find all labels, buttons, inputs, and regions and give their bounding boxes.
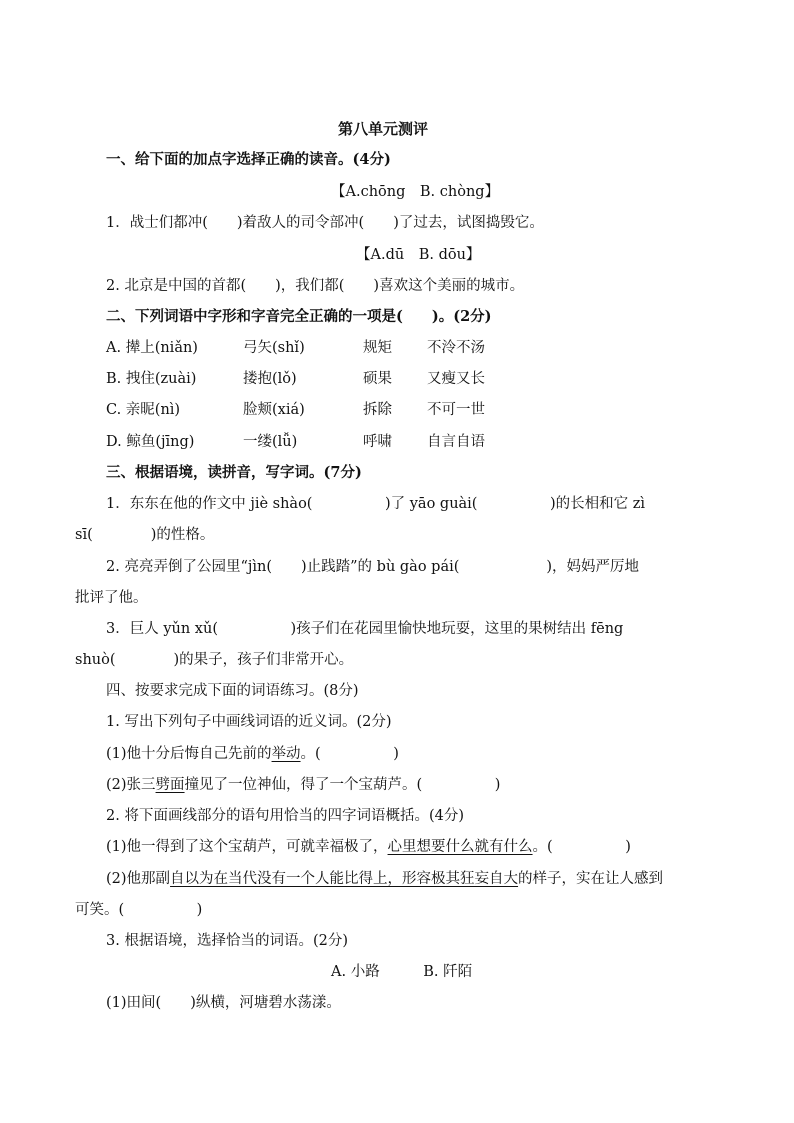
section-3-question-1-line-2: sī( )的性格。 <box>75 527 215 543</box>
section-1-heading: 一、给下面的加点字选择正确的读音。(4分) <box>106 151 391 168</box>
section-3-question-3-line-1: 3．巨人 yǔn xǔ( )孩子们在花园里愉快地玩耍，这里的果树结出 fēng <box>106 621 624 637</box>
section-4-question-2-item-1 <box>106 837 631 857</box>
item-text: (1)他十分后悔自己先前的 <box>106 746 272 762</box>
section-4-question-2: 2. 将下面画线部分的语句用恰当的四字词语概括。(4分) <box>106 808 464 824</box>
underlined-word: 举动 <box>271 746 301 762</box>
choice-b-word-3: 硕果 <box>363 371 392 387</box>
choice-c-word-4: 不可一世 <box>427 402 485 418</box>
page-title: 第八单元测评 <box>338 120 429 138</box>
section-1-options-b: 【A.dū B. dōu】 <box>356 247 481 263</box>
choice-a-word-4: 不泠不汤 <box>427 340 485 356</box>
answer-blank: 撞见了一位神仙，得了一个宝葫芦。( ) <box>184 777 501 793</box>
section-3-question-2-line-1: 2. 亮亮弄倒了公园里“jìn( )止践踏”的 bù gào pái( )，妈妈严厉地 <box>106 559 640 575</box>
answer-blank: 。( ) <box>300 746 399 762</box>
choice-c-word-2: 脸颊(xiá) <box>243 402 305 418</box>
underlined-word: 劈面 <box>155 777 185 793</box>
choice-d-word-2: 一缕(lǚ) <box>243 434 298 450</box>
choice-b-word-1: B. 拽住(zuài) <box>106 371 197 387</box>
section-4-question-1: 1. 写出下列句子中画线词语的近义词。(2分) <box>106 714 392 730</box>
item-text: (2)张三 <box>106 777 156 793</box>
choice-d-word-1: D. 鲸鱼(jīng) <box>106 434 195 450</box>
section-3-question-1-line-1: 1．东东在他的作文中 jiè shào( )了 yāo guài( )的长相和它 zì <box>106 496 646 512</box>
item-text: (2)他那副 <box>106 871 171 887</box>
underlined-phrase: 心里想要什么就有什么 <box>387 839 533 855</box>
underlined-phrase: 自以为在当代没有一个人能比得上，形容极其狂妄自大 <box>170 871 519 887</box>
choice-a-word-1: A. 撵上(niǎn) <box>106 340 198 356</box>
section-1-options-a: 【A.chōng B. chòng】 <box>331 184 500 200</box>
answer-blank: 。( ) <box>532 839 631 855</box>
section-4-question-2-item-2 <box>106 869 663 889</box>
item-text: (1)他一得到了这个宝葫芦，可就幸福极了， <box>106 839 388 855</box>
section-4-question-3-options: A. 小路 B. 阡陌 <box>331 964 473 980</box>
section-1-question-1: 1．战士们都冲( )着敌人的司令部冲( )了过去，试图捣毁它。 <box>106 215 544 231</box>
choice-c-word-1: C. 亲昵(nì) <box>106 402 181 418</box>
choice-b-word-4: 又瘦又长 <box>427 371 485 387</box>
section-4-question-2-item-2-line-2: 可笑。( ) <box>75 902 203 918</box>
section-4-question-1-item-2 <box>106 775 500 795</box>
choice-b-word-2: 搂抱(lǒ) <box>243 371 297 387</box>
section-4-question-1-item-1 <box>106 744 399 764</box>
choice-a-word-3: 规矩 <box>363 340 392 356</box>
choice-d-word-3: 呼啸 <box>363 434 392 450</box>
section-3-heading: 三、根据语境，读拼音，写字词。(7分) <box>106 464 362 481</box>
section-4-question-3: 3. 根据语境，选择恰当的词语。(2分) <box>106 933 348 949</box>
section-4-question-3-item-1: (1)田间( )纵横，河塘碧水荡漾。 <box>106 995 341 1011</box>
choice-c-word-3: 拆除 <box>363 402 392 418</box>
item-text-continued: 的样子，实在让人感到 <box>518 871 664 887</box>
section-4-heading: 四、按要求完成下面的词语练习。(8分) <box>106 683 359 699</box>
choice-d-word-4: 自言自语 <box>427 434 485 450</box>
choice-a-word-2: 弓矢(shǐ) <box>243 340 305 356</box>
section-1-question-2: 2. 北京是中国的首都( )，我们都( )喜欢这个美丽的城市。 <box>106 278 525 294</box>
section-3-question-3-line-2: shuò( )的果子，孩子们非常开心。 <box>75 652 354 668</box>
section-3-question-2-line-2: 批评了他。 <box>75 590 148 606</box>
section-2-heading: 二、下列词语中字形和字音完全正确的一项是( )。(2分) <box>106 308 492 325</box>
